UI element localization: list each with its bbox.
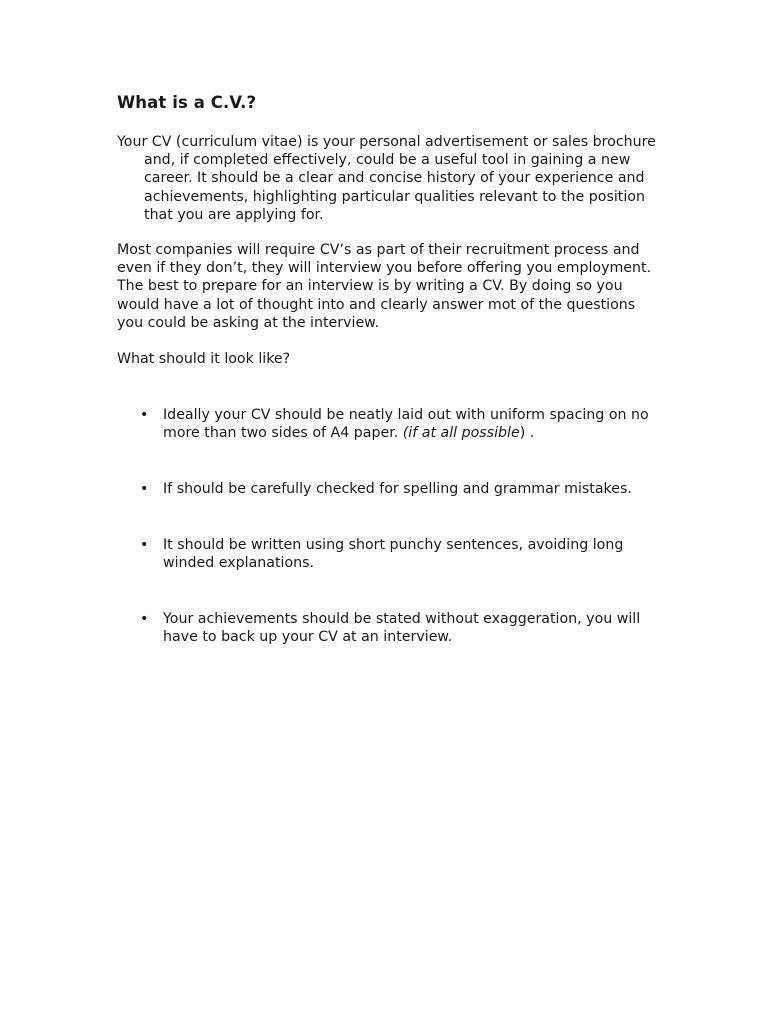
bullet-trailing: ) . (519, 425, 535, 442)
list-item (117, 480, 657, 498)
bullet-text: If should be carefully checked for spelling and grammar mistakes. (163, 481, 632, 498)
bullet-icon: • (140, 536, 149, 553)
list-item (117, 610, 657, 646)
bullet-italic-note: (if at all possible (402, 425, 520, 442)
bullet-icon: • (140, 481, 149, 498)
document-title: What is a C.V.? (117, 93, 257, 112)
bullet-text: Ideally your CV should be neatly laid out with uniform spacing on no more than two sides of A4 paper. (163, 407, 649, 442)
paragraph-preparation: The best to prepare for an interview is by writing a CV. By doing so you would have a lot of thought into and clearly answer mot of the questions you could be asking at the interview. (117, 278, 636, 331)
list-item (117, 406, 657, 442)
intro-paragraph: Your CV (curriculum vitae) is your personal advertisement or sales brochure and, if completed effectively, could be a useful tool in gaining a new career. It should be a clear and concise history of your experience and achievements, highlighting particular qualities relevant to the position that you are applying for. (117, 134, 656, 223)
bullet-text: Your achievements should be stated without exaggeration, you will have to back up your CV at an interview. (163, 610, 641, 645)
document-page (117, 92, 657, 684)
paragraph-recruitment: Most companies will require CV’s as part of their recruitment process and even if they don’t, they will interview you before offering you employment. (117, 242, 652, 277)
bullet-text: It should be written using short punchy sentences, avoiding long winded explanations. (163, 536, 624, 572)
bullet-icon: • (140, 610, 149, 627)
bullet-icon: • (140, 407, 149, 424)
list-item (117, 536, 657, 572)
subheading-look: What should it look like? (117, 351, 291, 368)
bullet-list (117, 406, 657, 646)
